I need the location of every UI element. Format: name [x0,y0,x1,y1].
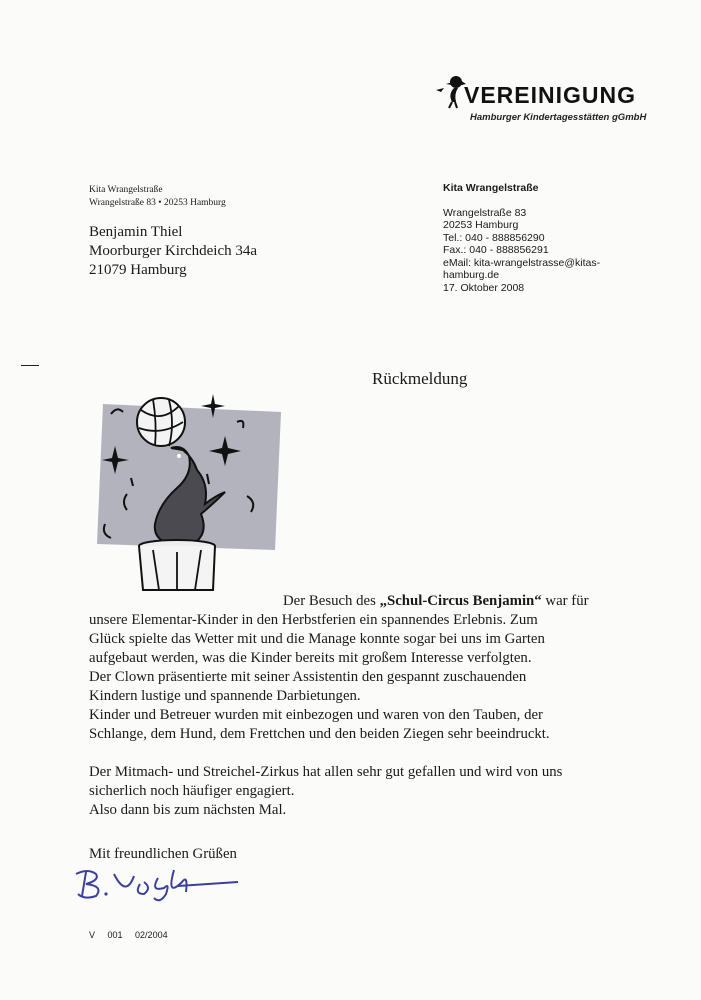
recipient-name: Benjamin Thiel [89,224,183,240]
body-intro-bold: „Schul-Circus Benjamin“ [379,593,542,609]
recipient-city: 21079 Hamburg [89,262,187,278]
letter-body [89,592,649,820]
contact-street: Wrangelstraße 83 [443,206,527,219]
body-intro-after: war für [541,593,589,609]
bird-logo-icon [432,72,468,112]
circus-seal-illustration [97,384,281,592]
body-line-6: Kindern lustige und spannende Darbietungen. [89,688,361,704]
recipient-address [89,223,257,280]
logo-subtitle: Hamburger Kindertagesstätten gGmbH [470,112,647,123]
contact-city: 20253 Hamburg [443,219,519,231]
letter-date: 17. Oktober 2008 [443,281,525,294]
handwritten-signature [70,864,240,904]
sender-line-1: Kita Wrangelstraße [89,185,163,195]
recipient-street: Moorburger Kirchdeich 34a [89,243,258,259]
body-line-1 [89,592,649,611]
body-line-8: Schlange, dem Hund, dem Frettchen und den beiden Ziegen sehr beeindruckt. [89,726,550,742]
fold-mark [21,365,39,366]
closing-greeting: Mit freundlichen Grüßen [89,846,237,862]
contact-heading: Kita Wrangelstraße [443,182,539,194]
sender-line-2: Wrangelstraße 83 • 20253 Hamburg [89,198,226,208]
footer-date: 02/2004 [135,930,168,940]
body-line-4: aufgebaut werden, was die Kinder bereits mit großem Interesse verfolgten. [89,650,532,666]
footer-code: V 001 [89,930,123,940]
organization-logo [432,72,664,132]
body-line-9: Der Mitmach- und Streichel-Zirkus hat allen sehr gut gefallen und wird von uns [89,764,563,780]
body-line-10: sicherlich noch häufiger engagiert. [89,783,295,799]
body-line-7: Kinder und Betreuer wurden mit einbezogen und waren von den Tauben, der [89,707,543,723]
contact-info [443,182,600,294]
letter-title: Rückmeldung [372,369,468,388]
body-line-3: Glück spielte das Wetter mit und die Manage konnte sogar bei uns im Garten [89,631,545,647]
document-footer [89,930,168,940]
body-line-11: Also dann bis zum nächsten Mal. [89,802,287,818]
body-intro-before: Der Besuch des [283,593,380,609]
body-line-5: Der Clown präsentierte mit seiner Assistentin den gespannt zuschauenden [89,669,527,685]
contact-email-2: hamburg.de [443,269,500,281]
contact-fax: Fax.: 040 - 888856291 [443,244,549,256]
contact-email-1: eMail: kita-wrangelstrasse@kitas- [443,256,601,269]
contact-tel: Tel.: 040 - 888856290 [443,231,545,244]
sender-address [89,184,226,210]
logo-name: VEREINIGUNG [464,82,637,108]
body-line-2: unsere Elementar-Kinder in den Herbstferien ein spannendes Erlebnis. Zum [89,612,538,628]
